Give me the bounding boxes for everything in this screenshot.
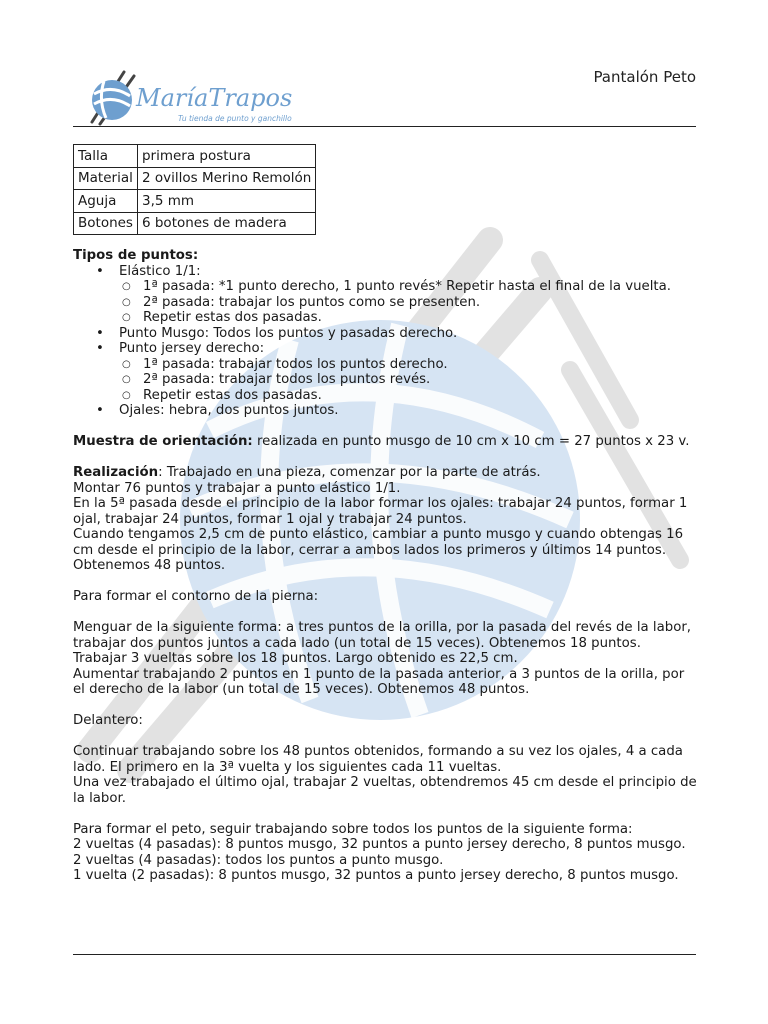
spec-value: 3,5 mm — [137, 190, 315, 213]
realization-paragraph: Realización: Trabajado en una pieza, comenzar por la parte de atrás. — [73, 465, 541, 480]
stitch-item-text: Punto Musgo: Todos los puntos y pasadas derecho. — [119, 325, 458, 341]
svg-text:Tu tienda de punto y ganchillo: Tu tienda de punto y ganchillo — [178, 114, 292, 123]
stitch-item-text: Punto jersey derecho: — [119, 341, 265, 356]
bib-line: 1 vuelta (2 pasadas): 8 puntos musgo, 32 puntos a punto jersey derecho, 8 puntos musgo. — [73, 868, 679, 883]
stitches-heading: Tipos de puntos: — [73, 248, 199, 263]
front-line: Continuar trabajando sobre los 48 puntos obtenidos, formando a su vez los ojales, 4 a cada lado. El primero en la 3ª vuelta y los siguientes cada 11 vueltas. — [73, 744, 683, 775]
spec-value: 6 botones de madera — [137, 212, 315, 235]
spec-key: Material — [74, 167, 138, 190]
spec-value: primera postura — [137, 145, 315, 168]
specs-row — [74, 167, 316, 190]
bib-line: 2 vueltas (4 pasadas): todos los puntos a punto musgo. — [73, 852, 444, 868]
stitch-item — [73, 264, 698, 326]
svg-text:MaríaTrapos: MaríaTrapos — [136, 84, 293, 112]
leg-line: Aumentar trabajando 2 puntos en 1 punto de la pasada anterior, a 3 puntos de la orilla, por el derecho de la labor (un total de 15 veces). Obtenemos 48 puntos. — [73, 666, 685, 697]
bib-intro: Para formar el peto, seguir trabajando sobre todos los puntos de la siguiente forma: — [73, 821, 633, 837]
stitch-item-text: Elástico 1/1: — [119, 263, 201, 279]
mariatrapos-logo — [78, 66, 293, 126]
specs-row — [74, 212, 316, 235]
pattern-body — [73, 248, 698, 884]
stitch-item — [73, 326, 698, 342]
gauge-paragraph: Muestra de orientación: realizada en punto musgo de 10 cm x 10 cm = 27 puntos x 23 v. — [73, 434, 690, 449]
stitch-list — [73, 264, 698, 419]
realization-line: Cuando tengamos 2,5 cm de punto elástico, cambiar a punto musgo y cuando obtengas 16 cm desde el principio de la labor, cerrar a ambos lados los primeros y últimos 14 puntos. Obtenemos 48 puntos. — [73, 527, 684, 573]
leg-intro: Para formar el contorno de la pierna: — [73, 589, 319, 604]
realization-line: Montar 76 puntos y trabajar a punto elástico 1/1. — [73, 480, 401, 496]
stitch-subitem: ○ 1ª pasada: trabajar todos los puntos derecho. — [119, 357, 698, 373]
footer-rule — [73, 954, 696, 955]
stitch-sublist — [119, 357, 698, 404]
stitch-subitem: ○ 2ª pasada: trabajar todos los puntos revés. — [119, 372, 698, 388]
bib-line: 2 vueltas (4 pasadas): 8 puntos musgo, 32 puntos a punto jersey derecho, 8 puntos musgo. — [73, 837, 686, 852]
front-heading: Delantero: — [73, 713, 143, 728]
realization-line: En la 5ª pasada desde el principio de la labor formar los ojales: trabajar 24 puntos, formar 1 ojal, trabajar 24 puntos, formar 1 ojal y trabajar 24 puntos. — [73, 496, 688, 527]
stitch-item — [73, 403, 698, 419]
spec-key: Botones — [74, 212, 138, 235]
specs-row — [74, 145, 316, 168]
specs-table — [73, 144, 316, 235]
stitch-subitem: ○ 1ª pasada: *1 punto derecho, 1 punto revés* Repetir hasta el final de la vuelta. — [119, 279, 698, 295]
specs-row — [74, 190, 316, 213]
stitch-sublist — [119, 279, 698, 326]
stitch-item-text: Ojales: hebra, dos puntos juntos. — [119, 403, 339, 418]
stitch-subitem: ○ Repetir estas dos pasadas. — [119, 310, 698, 326]
front-line: Una vez trabajado el último ojal, trabajar 2 vueltas, obtendremos 45 cm desde el principio de la labor. — [73, 775, 697, 806]
spec-value: 2 ovillos Merino Remolón — [137, 167, 315, 190]
spec-key: Aguja — [74, 190, 138, 213]
stitch-subitem: ○ 2ª pasada: trabajar los puntos como se presenten. — [119, 295, 698, 311]
leg-line: Trabajar 3 vueltas sobre los 18 puntos. Largo obtenido es 22,5 cm. — [73, 651, 518, 666]
stitch-item — [73, 341, 698, 403]
leg-line: Menguar de la siguiente forma: a tres puntos de la orilla, por la pasada del revés de la labor, trabajar dos puntos juntos a cada lado (un total de 15 veces). Obtenemos 18 puntos. — [73, 620, 692, 651]
document-title: Pantalón Peto — [593, 68, 696, 86]
spec-key: Talla — [74, 145, 138, 168]
stitch-subitem: ○ Repetir estas dos pasadas. — [119, 388, 698, 404]
document-header — [73, 64, 696, 127]
